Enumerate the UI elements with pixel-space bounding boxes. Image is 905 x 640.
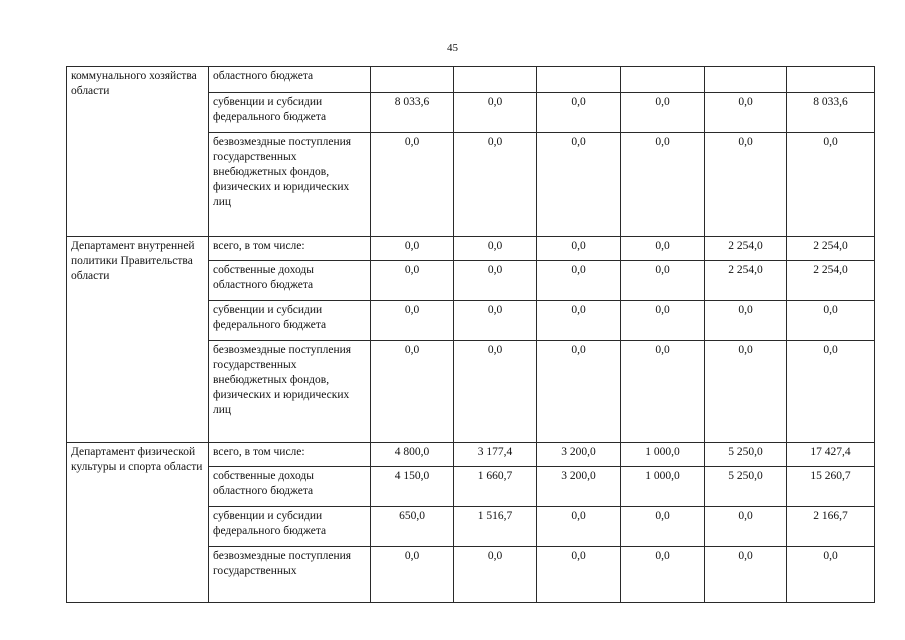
funding-source-cell: всего, в том числе: (209, 443, 371, 467)
value-cell: 0,0 (705, 93, 787, 133)
value-cell: 0,0 (621, 301, 705, 341)
value-cell: 0,0 (621, 237, 705, 261)
total-cell: 2 166,7 (787, 507, 875, 547)
funding-source-cell: безвозмездные поступления государственных внебюджетных фондов, физических и юридических лиц (209, 341, 371, 443)
value-cell: 0,0 (537, 133, 621, 237)
value-cell: 0,0 (371, 133, 454, 237)
value-cell: 4 800,0 (371, 443, 454, 467)
funding-source-cell: собственные доходы областного бюджета (209, 467, 371, 507)
funding-source-cell: всего, в том числе: (209, 237, 371, 261)
value-cell: 0,0 (454, 237, 537, 261)
value-cell: 0,0 (621, 133, 705, 237)
value-cell: 5 250,0 (705, 467, 787, 507)
value-cell: 0,0 (371, 237, 454, 261)
value-cell: 1 000,0 (621, 467, 705, 507)
funding-source-cell: областного бюджета (209, 67, 371, 93)
value-cell: 3 200,0 (537, 467, 621, 507)
value-cell: 0,0 (371, 301, 454, 341)
value-cell: 0,0 (537, 301, 621, 341)
value-cell (454, 67, 537, 93)
total-cell: 0,0 (787, 133, 875, 237)
funding-source-cell: собственные доходы областного бюджета (209, 261, 371, 301)
total-cell: 0,0 (787, 341, 875, 443)
organization-cell: коммунального хозяйства области (67, 67, 209, 237)
funding-source-cell: субвенции и субсидии федерального бюджета (209, 93, 371, 133)
value-cell: 4 150,0 (371, 467, 454, 507)
value-cell: 2 254,0 (705, 261, 787, 301)
total-cell: 0,0 (787, 301, 875, 341)
value-cell: 0,0 (705, 301, 787, 341)
value-cell: 3 200,0 (537, 443, 621, 467)
value-cell: 0,0 (621, 93, 705, 133)
value-cell: 0,0 (621, 547, 705, 603)
value-cell: 650,0 (371, 507, 454, 547)
funding-source-cell: субвенции и субсидии федерального бюджета (209, 507, 371, 547)
value-cell: 0,0 (454, 341, 537, 443)
organization-cell: Департамент физической культуры и спорта области (67, 443, 209, 603)
value-cell: 0,0 (537, 261, 621, 301)
value-cell: 5 250,0 (705, 443, 787, 467)
value-cell: 0,0 (705, 507, 787, 547)
value-cell: 0,0 (454, 133, 537, 237)
value-cell: 0,0 (454, 547, 537, 603)
value-cell: 0,0 (454, 93, 537, 133)
value-cell: 1 000,0 (621, 443, 705, 467)
value-cell: 0,0 (705, 133, 787, 237)
funding-source-cell: субвенции и субсидии федерального бюджета (209, 301, 371, 341)
value-cell: 2 254,0 (705, 237, 787, 261)
funding-source-cell: безвозмездные поступления государственных внебюджетных фондов, физических и юридических лиц (209, 133, 371, 237)
value-cell: 0,0 (371, 547, 454, 603)
value-cell: 0,0 (371, 261, 454, 301)
value-cell (621, 67, 705, 93)
value-cell: 8 033,6 (371, 93, 454, 133)
value-cell (705, 67, 787, 93)
value-cell: 1 660,7 (454, 467, 537, 507)
total-cell: 8 033,6 (787, 93, 875, 133)
value-cell: 0,0 (537, 237, 621, 261)
value-cell: 1 516,7 (454, 507, 537, 547)
value-cell: 0,0 (621, 341, 705, 443)
total-cell: 0,0 (787, 547, 875, 603)
organization-cell: Департамент внутренней политики Правительства области (67, 237, 209, 443)
value-cell: 0,0 (537, 507, 621, 547)
table-row (67, 237, 875, 261)
table-row (67, 67, 875, 93)
value-cell: 3 177,4 (454, 443, 537, 467)
total-cell: 17 427,4 (787, 443, 875, 467)
value-cell (537, 67, 621, 93)
value-cell: 0,0 (537, 547, 621, 603)
value-cell: 0,0 (621, 507, 705, 547)
value-cell: 0,0 (537, 93, 621, 133)
total-cell: 15 260,7 (787, 467, 875, 507)
page-number: 45 (447, 42, 458, 54)
budget-table (66, 66, 875, 603)
total-cell: 2 254,0 (787, 237, 875, 261)
value-cell: 0,0 (454, 261, 537, 301)
value-cell (371, 67, 454, 93)
funding-source-cell: безвозмездные поступления государственных (209, 547, 371, 603)
value-cell: 0,0 (371, 341, 454, 443)
value-cell: 0,0 (537, 341, 621, 443)
value-cell: 0,0 (621, 261, 705, 301)
table-row (67, 443, 875, 467)
value-cell: 0,0 (454, 301, 537, 341)
value-cell: 0,0 (705, 547, 787, 603)
total-cell (787, 67, 875, 93)
total-cell: 2 254,0 (787, 261, 875, 301)
value-cell: 0,0 (705, 341, 787, 443)
